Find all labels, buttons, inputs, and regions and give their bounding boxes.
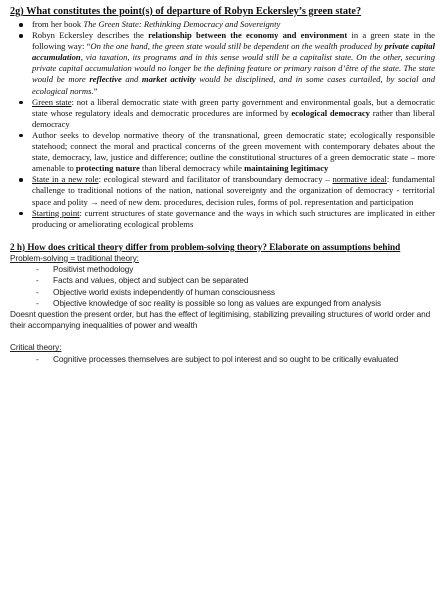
quote-text: On the one hand, the green state would still be dependent on the wealth produced by <box>90 41 385 52</box>
list-item: - Positivist methodology <box>10 264 435 275</box>
bullet-text: : current structures of state governance and the ways in which such structures are implicated in either producing or ameliorating ecological problems <box>32 207 435 229</box>
section-a-bullets <box>10 19 435 230</box>
underlined-term: Green state <box>32 96 72 107</box>
quote-text: and <box>121 74 142 85</box>
bold-term: market activity <box>141 74 196 85</box>
bullet-new-role <box>10 174 435 207</box>
underlined-term: normative ideal <box>332 174 387 185</box>
critical-theory-heading: Critical theory: <box>10 342 62 353</box>
problem-solving-heading: Problem-solving = traditional theory: <box>10 252 139 263</box>
bullet-text: ” <box>93 85 98 96</box>
book-title: The Green State: Rethinking Democracy and Sovereignty <box>83 19 281 29</box>
bold-term: reflective <box>89 74 122 85</box>
bullet-green-state <box>10 97 435 130</box>
bold-term: relationship between the economy and environment <box>148 30 348 41</box>
bullet-text: in a green state in the following way: “ <box>32 30 435 52</box>
problem-solving-list <box>10 264 435 309</box>
underlined-term: State in a new role <box>32 174 99 185</box>
bullet-text: Author seeks to develop normative theory of the transnational, green democratic state; ecologically responsible statehood; connect the moral and practical concerns of the green movement with contemporary debates about the state, democracy, law, justice and difference; outline the constitutional structures of a green democratic state – more amenable to <box>32 129 435 174</box>
bullet-economy-environment <box>10 30 435 97</box>
list-item: - Objective world exists independently of human consciousness <box>10 287 435 298</box>
bold-term: maintaining legitimacy <box>244 163 329 174</box>
bullet-text: : ecological steward and facilitator of transboundary democracy – <box>98 174 333 185</box>
bullet-normative-theory <box>10 130 435 174</box>
section-b-title: 2 h) How does critical theory differ from problem-solving theory? Elaborate on assumptions behind <box>10 241 401 252</box>
bullet-starting-point <box>10 208 435 230</box>
bullet-text: than liberal democracy while <box>139 163 245 174</box>
bold-term: ecological democracy <box>291 107 370 118</box>
bullet-text: : not a liberal democratic state with green party government and environmental goals, but a democratic state whose regulatory ideals and democratic procedures are informed by <box>32 96 435 118</box>
list-item: - Cognitive processes themselves are subject to pol interest and so ought to be critically evaluated <box>10 354 435 365</box>
list-item: - Facts and values, object and subject can be separated <box>10 275 435 286</box>
bullet-book <box>10 19 435 30</box>
section-b <box>10 242 435 365</box>
quote-text: , via taxation, its programs and in this sense would still be a capitalist state. On the other, securing private capital accumulation would no longer be the defining feature or primary raison d’être of the state. The state would be more <box>32 52 435 85</box>
bullet-text: rather than liberal democracy <box>32 107 435 129</box>
underlined-term: Starting point <box>32 207 80 218</box>
bold-term: protecting nature <box>75 163 140 174</box>
critical-theory-list <box>10 354 435 365</box>
bullet-text: : fundamental challenge to traditional notions of the nation, national sovereignty and the organization of democracy - territorial space and polity → need of new dem. procedures, decision rules, forms of pol. representation and participation <box>32 174 435 207</box>
bullet-text: Robyn Eckersley describes the <box>32 30 149 41</box>
bullet-text: from her book <box>32 19 84 29</box>
problem-solving-paragraph: Doesnt question the present order, but has the effect of legitimising, stabilizing prevailing structures of world order and their accompanying inequalities of power and wealth <box>10 309 431 331</box>
section-a-title: 2g) What constitutes the point(s) of departure of Robyn Eckersley’s green state? <box>10 6 362 17</box>
list-item: - Objective knowledge of soc reality is possible so long as values are expunged from analysis <box>10 298 435 309</box>
bold-term: private capital accumulation <box>32 41 435 63</box>
quote-text: would be disciplined, and in some cases curtailed, by social and ecological norms. <box>32 74 436 96</box>
